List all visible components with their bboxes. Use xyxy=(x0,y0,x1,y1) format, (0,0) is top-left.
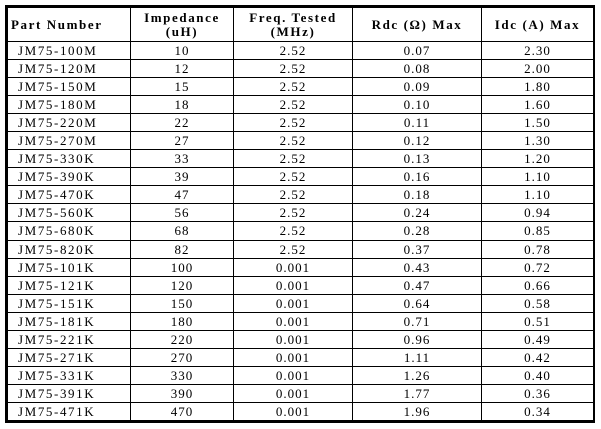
freq-tested-cell: 0.001 xyxy=(234,276,353,294)
table-row xyxy=(8,186,594,204)
part-number-cell: JM75-271K xyxy=(8,348,131,366)
freq-tested-cell: 2.52 xyxy=(234,240,353,258)
idc-max-cell: 1.10 xyxy=(482,168,594,186)
impedance-cell: 47 xyxy=(131,186,234,204)
part-number-cell: JM75-121K xyxy=(8,276,131,294)
table-row xyxy=(8,258,594,276)
header-line: Rdc (Ω) Max xyxy=(371,16,463,32)
header-unit: (MHz) xyxy=(270,23,316,39)
freq-tested-cell: 0.001 xyxy=(234,348,353,366)
table-row xyxy=(8,240,594,258)
impedance-cell: 56 xyxy=(131,204,234,222)
impedance-cell: 120 xyxy=(131,276,234,294)
impedance-cell: 330 xyxy=(131,366,234,384)
impedance-cell: 390 xyxy=(131,384,234,402)
part-number-cell: JM75-330K xyxy=(8,150,131,168)
rdc-max-cell: 0.09 xyxy=(353,78,482,96)
table-row xyxy=(8,222,594,240)
impedance-cell: 180 xyxy=(131,312,234,330)
freq-tested-cell: 2.52 xyxy=(234,150,353,168)
impedance-cell: 470 xyxy=(131,402,234,420)
table-row xyxy=(8,348,594,366)
part-number-cell: JM75-470K xyxy=(8,186,131,204)
table-row xyxy=(8,96,594,114)
idc-max-cell: 0.85 xyxy=(482,222,594,240)
idc-max-cell: 1.80 xyxy=(482,78,594,96)
table-row xyxy=(8,114,594,132)
header-impedance xyxy=(131,8,234,42)
header-line: Impedance xyxy=(144,9,220,25)
idc-max-cell: 0.78 xyxy=(482,240,594,258)
inductor-spec-table xyxy=(7,7,594,421)
spec-table-frame xyxy=(5,5,595,423)
rdc-max-cell: 0.07 xyxy=(353,42,482,60)
part-number-cell: JM75-220M xyxy=(8,114,131,132)
impedance-cell: 150 xyxy=(131,294,234,312)
rdc-max-cell: 0.64 xyxy=(353,294,482,312)
rdc-max-cell: 0.11 xyxy=(353,114,482,132)
table-row xyxy=(8,60,594,78)
idc-max-cell: 0.36 xyxy=(482,384,594,402)
idc-max-cell: 2.00 xyxy=(482,60,594,78)
idc-max-cell: 0.66 xyxy=(482,276,594,294)
freq-tested-cell: 2.52 xyxy=(234,42,353,60)
freq-tested-cell: 2.52 xyxy=(234,60,353,78)
idc-max-cell: 0.51 xyxy=(482,312,594,330)
header-line: Idc (A) Max xyxy=(494,16,581,32)
idc-max-cell: 0.72 xyxy=(482,258,594,276)
table-row xyxy=(8,168,594,186)
part-number-cell: JM75-100M xyxy=(8,42,131,60)
idc-max-cell: 0.34 xyxy=(482,402,594,420)
freq-tested-cell: 0.001 xyxy=(234,258,353,276)
part-number-cell: JM75-221K xyxy=(8,330,131,348)
rdc-max-cell: 0.13 xyxy=(353,150,482,168)
impedance-cell: 270 xyxy=(131,348,234,366)
impedance-cell: 100 xyxy=(131,258,234,276)
part-number-cell: JM75-471K xyxy=(8,402,131,420)
impedance-cell: 22 xyxy=(131,114,234,132)
table-body xyxy=(8,42,594,421)
freq-tested-cell: 2.52 xyxy=(234,132,353,150)
table-row xyxy=(8,366,594,384)
rdc-max-cell: 0.16 xyxy=(353,168,482,186)
freq-tested-cell: 2.52 xyxy=(234,78,353,96)
rdc-max-cell: 0.12 xyxy=(353,132,482,150)
rdc-max-cell: 0.08 xyxy=(353,60,482,78)
part-number-cell: JM75-151K xyxy=(8,294,131,312)
freq-tested-cell: 2.52 xyxy=(234,186,353,204)
freq-tested-cell: 0.001 xyxy=(234,366,353,384)
part-number-cell: JM75-270M xyxy=(8,132,131,150)
idc-max-cell: 0.49 xyxy=(482,330,594,348)
impedance-cell: 82 xyxy=(131,240,234,258)
impedance-cell: 220 xyxy=(131,330,234,348)
part-number-cell: JM75-150M xyxy=(8,78,131,96)
freq-tested-cell: 0.001 xyxy=(234,294,353,312)
table-row xyxy=(8,384,594,402)
impedance-cell: 12 xyxy=(131,60,234,78)
rdc-max-cell: 0.71 xyxy=(353,312,482,330)
rdc-max-cell: 0.10 xyxy=(353,96,482,114)
header-line: Freq. Tested xyxy=(249,9,337,25)
header-unit: (uH) xyxy=(165,23,199,39)
table-row xyxy=(8,276,594,294)
impedance-cell: 10 xyxy=(131,42,234,60)
rdc-max-cell: 0.18 xyxy=(353,186,482,204)
freq-tested-cell: 2.52 xyxy=(234,222,353,240)
table-row xyxy=(8,204,594,222)
impedance-cell: 15 xyxy=(131,78,234,96)
freq-tested-cell: 2.52 xyxy=(234,114,353,132)
part-number-cell: JM75-680K xyxy=(8,222,131,240)
rdc-max-cell: 1.77 xyxy=(353,384,482,402)
table-row xyxy=(8,42,594,60)
part-number-cell: JM75-120M xyxy=(8,60,131,78)
table-row xyxy=(8,150,594,168)
impedance-cell: 39 xyxy=(131,168,234,186)
impedance-cell: 33 xyxy=(131,150,234,168)
idc-max-cell: 0.42 xyxy=(482,348,594,366)
rdc-max-cell: 0.28 xyxy=(353,222,482,240)
rdc-max-cell: 0.96 xyxy=(353,330,482,348)
rdc-max-cell: 0.43 xyxy=(353,258,482,276)
header-rdc-max xyxy=(353,8,482,42)
header-part-number xyxy=(8,8,131,42)
table-row xyxy=(8,402,594,420)
freq-tested-cell: 0.001 xyxy=(234,402,353,420)
part-number-cell: JM75-101K xyxy=(8,258,131,276)
part-number-cell: JM75-181K xyxy=(8,312,131,330)
idc-max-cell: 1.10 xyxy=(482,186,594,204)
idc-max-cell: 1.50 xyxy=(482,114,594,132)
rdc-max-cell: 0.47 xyxy=(353,276,482,294)
freq-tested-cell: 0.001 xyxy=(234,312,353,330)
table-row xyxy=(8,294,594,312)
rdc-max-cell: 1.11 xyxy=(353,348,482,366)
header-row xyxy=(8,8,594,42)
part-number-cell: JM75-331K xyxy=(8,366,131,384)
idc-max-cell: 0.40 xyxy=(482,366,594,384)
table-row xyxy=(8,330,594,348)
table-row xyxy=(8,78,594,96)
part-number-cell: JM75-391K xyxy=(8,384,131,402)
rdc-max-cell: 0.37 xyxy=(353,240,482,258)
idc-max-cell: 2.30 xyxy=(482,42,594,60)
idc-max-cell: 1.20 xyxy=(482,150,594,168)
header-idc-max xyxy=(482,8,594,42)
rdc-max-cell: 1.26 xyxy=(353,366,482,384)
rdc-max-cell: 0.24 xyxy=(353,204,482,222)
part-number-cell: JM75-820K xyxy=(8,240,131,258)
impedance-cell: 27 xyxy=(131,132,234,150)
idc-max-cell: 0.58 xyxy=(482,294,594,312)
idc-max-cell: 1.60 xyxy=(482,96,594,114)
rdc-max-cell: 1.96 xyxy=(353,402,482,420)
freq-tested-cell: 2.52 xyxy=(234,204,353,222)
header-line: Part Number xyxy=(11,16,103,32)
freq-tested-cell: 0.001 xyxy=(234,330,353,348)
freq-tested-cell: 2.52 xyxy=(234,168,353,186)
freq-tested-cell: 0.001 xyxy=(234,384,353,402)
idc-max-cell: 1.30 xyxy=(482,132,594,150)
part-number-cell: JM75-560K xyxy=(8,204,131,222)
table-row xyxy=(8,312,594,330)
impedance-cell: 18 xyxy=(131,96,234,114)
table-row xyxy=(8,132,594,150)
freq-tested-cell: 2.52 xyxy=(234,96,353,114)
part-number-cell: JM75-180M xyxy=(8,96,131,114)
idc-max-cell: 0.94 xyxy=(482,204,594,222)
header-freq-tested xyxy=(234,8,353,42)
impedance-cell: 68 xyxy=(131,222,234,240)
part-number-cell: JM75-390K xyxy=(8,168,131,186)
